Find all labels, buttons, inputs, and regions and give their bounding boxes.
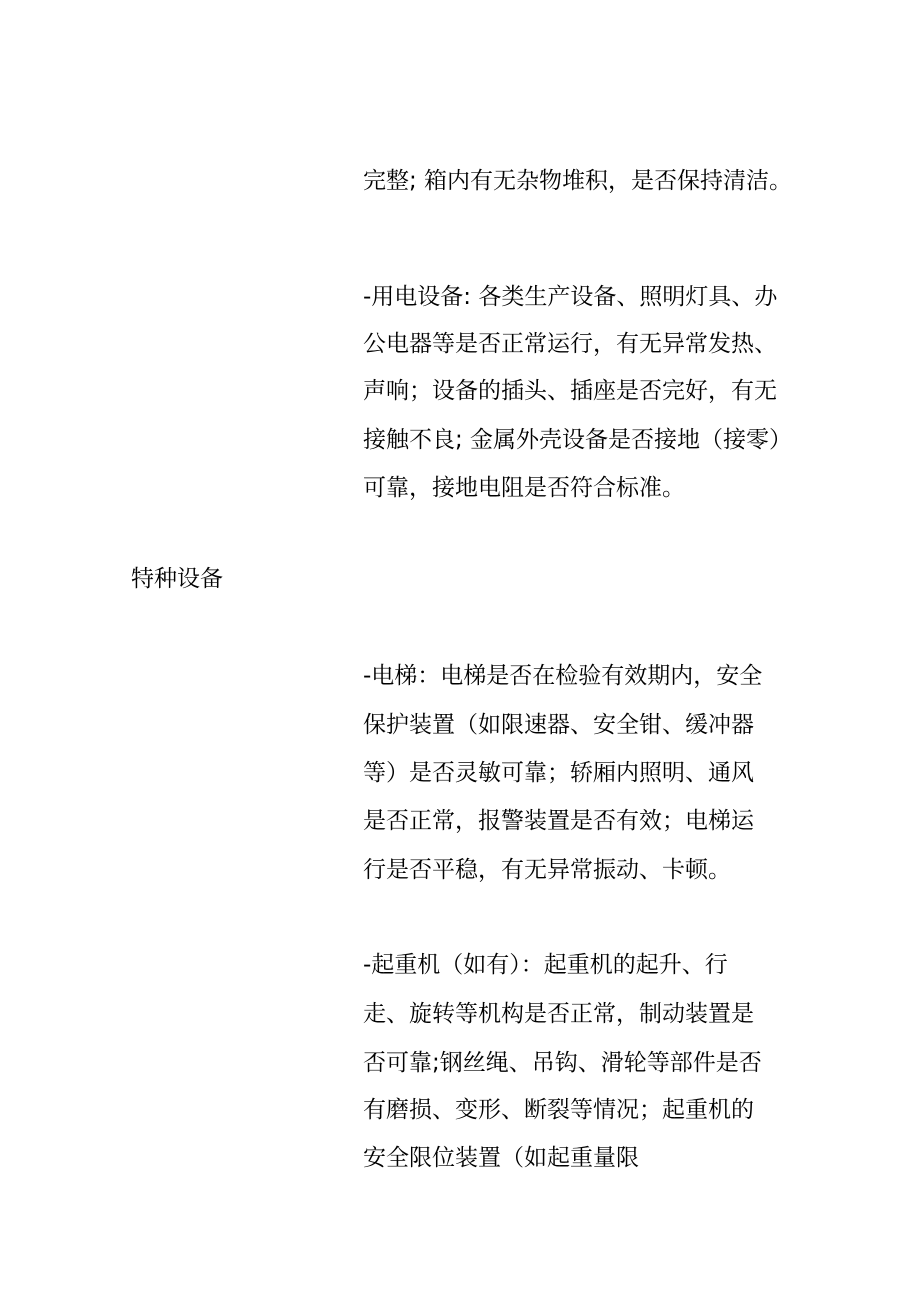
paragraph-line: 保护装置（如限速器、安全钳、缓冲器 [363,712,754,738]
paragraph-line: -用电设备: 各类生产设备、照明灯具、办 [363,284,778,310]
paragraph-line: 有磨损、变形、断裂等情况；起重机的 [363,1097,754,1123]
paragraph-line: 走、旋转等机构是否正常，制动装置是 [363,1001,754,1027]
section-heading: 特种设备 [131,566,223,592]
paragraph-line: 接触不良; 金属外壳设备是否接地（接零） [363,427,793,453]
paragraph-line: 完整; 箱内有无杂物堆积，是否保持清洁。 [363,168,793,194]
paragraph-line: 声响；设备的插头、插座是否完好，有无 [363,378,777,404]
paragraph-line: 是否正常，报警装置是否有效；电梯运 [363,808,754,834]
paragraph-line: 公电器等是否正常运行，有无异常发热、 [363,331,777,357]
paragraph-line: 安全限位装置（如起重量限 [363,1145,639,1171]
paragraph-line: 等）是否灵敏可靠；轿厢内照明、通风 [363,760,754,786]
paragraph-line: 可靠，接地电阻是否符合标准。 [363,475,685,501]
paragraph-line: -电梯：电梯是否在检验有效期内，安全 [363,663,763,689]
paragraph-line: 否可靠;钢丝绳、吊钩、滑轮等部件是否 [363,1050,762,1076]
paragraph-line: 行是否平稳，有无异常振动、卡顿。 [363,857,731,883]
paragraph-line: -起重机（如有）：起重机的起升、行 [363,952,728,978]
